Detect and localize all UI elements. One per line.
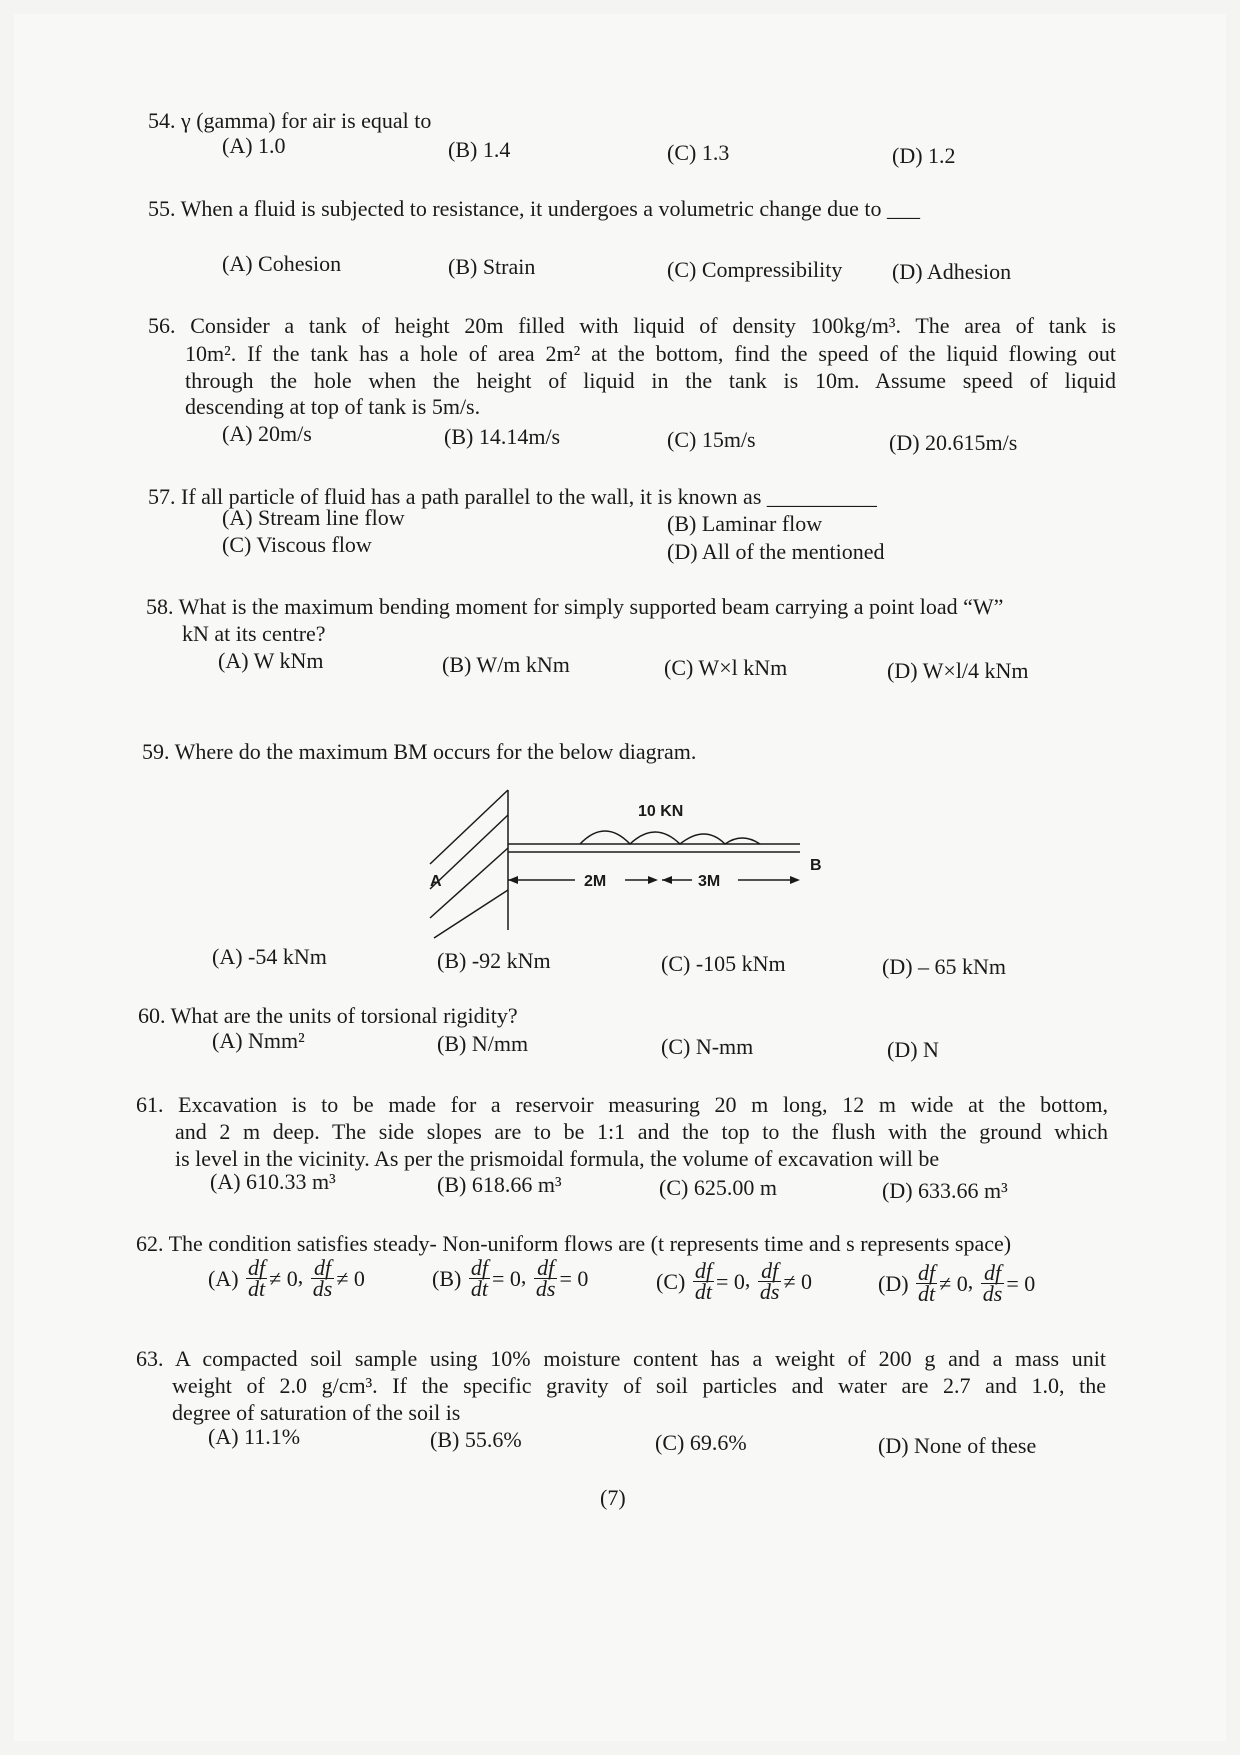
q59-option-b[interactable]: (B) -92 kNm	[437, 948, 551, 973]
q62-option-c-label: (C)	[656, 1268, 686, 1294]
question-56-line-4: descending at top of tank is 5m/s.	[185, 394, 481, 419]
span-label-3m: 3M	[698, 873, 721, 890]
question-56-line-1: 56. Consider a tank of height 20m filled with liquid of density 100kg/m³. The area of tank is	[148, 313, 1116, 338]
page-number: (7)	[600, 1485, 626, 1510]
hatch-line	[430, 848, 508, 918]
q56-option-d[interactable]: (D) 20.615m/s	[889, 430, 1018, 455]
hatch-line	[434, 890, 508, 938]
q58-option-d[interactable]: (D) W×l/4 kNm	[887, 658, 1029, 683]
question-61-line-3: is level in the vicinity. As per the prismoidal formula, the volume of excavation will be	[175, 1146, 940, 1171]
q56-option-a[interactable]: (A) 20m/s	[222, 421, 312, 446]
question-63-line-3: degree of saturation of the soil is	[172, 1400, 461, 1425]
question-58-line-2: kN at its centre?	[182, 621, 326, 646]
q63-option-a[interactable]: (A) 11.1%	[208, 1424, 301, 1449]
q62-option-b-label: (B)	[432, 1265, 462, 1291]
q62-option-b[interactable]: (B) $\frac{df}{dt}$ = 0, $\frac{df}{ds}$ = 0	[432, 1255, 589, 1301]
question-60-stem: 60. What are the units of torsional rigidity?	[138, 1003, 518, 1028]
q56-option-b[interactable]: (B) 14.14m/s	[444, 424, 561, 449]
fraction: $\frac{df}{ds}$	[759, 1258, 780, 1304]
arrow-left-icon	[662, 876, 672, 884]
q60-option-c[interactable]: (C) N-mm	[661, 1034, 754, 1059]
arrow-right-icon	[790, 876, 800, 884]
question-54-stem: 54. γ (gamma) for air is equal to	[148, 108, 432, 133]
q54-option-c[interactable]: (C) 1.3	[667, 140, 730, 165]
question-63-line-2: weight of 2.0 g/cm³. If the specific gravity of soil particles and water are 2.7 and 1.0, the	[172, 1373, 1106, 1398]
question-56-line-3: through the hole when the height of liquid in the tank is 10m. Assume speed of liquid	[185, 368, 1116, 393]
q58-option-c[interactable]: (C) W×l kNm	[664, 655, 788, 680]
q56-option-c[interactable]: (C) 15m/s	[667, 427, 756, 452]
q62-option-d-label: (D)	[878, 1270, 909, 1296]
load-label: 10 KN	[638, 803, 684, 820]
q63-option-b[interactable]: (B) 55.6%	[430, 1427, 522, 1452]
fraction: $\frac{df}{dt}$	[470, 1255, 488, 1301]
q62-option-a-label: (A)	[208, 1265, 239, 1291]
q62-option-a[interactable]: (A) $\frac{df}{dt}$ ≠ 0, $\frac{df}{ds}$ ≠ 0	[208, 1255, 365, 1301]
q59-option-c[interactable]: (C) -105 kNm	[661, 951, 786, 976]
q57-option-c[interactable]: (C) Viscous flow	[222, 532, 372, 557]
fraction: $\frac{df}{dt}$	[694, 1258, 712, 1304]
q61-option-a[interactable]: (A) 610.33 m³	[210, 1169, 336, 1194]
question-56-line-2: 10m². If the tank has a hole of area 2m² at the bottom, find the speed of the liquid flowing out	[185, 341, 1116, 366]
fraction: $\frac{df}{ds}$	[312, 1255, 333, 1301]
q57-option-b[interactable]: (B) Laminar flow	[667, 511, 823, 536]
question-55-stem: 55. When a fluid is subjected to resistance, it undergoes a volumetric change due to ___	[148, 196, 921, 221]
q60-option-d[interactable]: (D) N	[887, 1037, 939, 1062]
question-58-line-1: 58. What is the maximum bending moment for simply supported beam carrying a point load “W”	[146, 594, 1004, 619]
q54-option-a[interactable]: (A) 1.0	[222, 133, 286, 158]
q61-option-b[interactable]: (B) 618.66 m³	[437, 1172, 562, 1197]
q61-option-d[interactable]: (D) 633.66 m³	[882, 1178, 1008, 1203]
question-62-stem: 62. The condition satisfies steady- Non-uniform flows are (t represents time and s represents space)	[136, 1231, 1012, 1256]
fraction: $\frac{df}{ds}$	[535, 1255, 556, 1301]
q59-option-a[interactable]: (A) -54 kNm	[212, 944, 327, 969]
q55-option-c[interactable]: (C) Compressibility	[667, 257, 843, 282]
q58-option-b[interactable]: (B) W/m kNm	[442, 652, 570, 677]
q60-option-b[interactable]: (B) N/mm	[437, 1031, 529, 1056]
q60-option-a[interactable]: (A) Nmm²	[212, 1028, 305, 1053]
fraction: $\frac{df}{dt}$	[918, 1260, 936, 1306]
q57-option-d[interactable]: (D) All of the mentioned	[667, 539, 885, 564]
q63-option-c[interactable]: (C) 69.6%	[655, 1430, 747, 1455]
question-59-stem: 59. Where do the maximum BM occurs for the below diagram.	[142, 739, 697, 764]
end-label-a: A	[430, 873, 442, 890]
distributed-load-curve	[580, 831, 760, 844]
q62-option-c[interactable]: (C) $\frac{df}{dt}$ = 0, $\frac{df}{ds}$ ≠ 0	[656, 1258, 813, 1304]
span-label-2m: 2M	[584, 873, 607, 890]
q62-option-d[interactable]: (D) $\frac{df}{dt}$ ≠ 0, $\frac{df}{ds}$ = 0	[878, 1260, 1036, 1306]
arrow-left-icon	[508, 876, 518, 884]
q54-option-d[interactable]: (D) 1.2	[892, 143, 956, 168]
question-57-stem: 57. If all particle of fluid has a path parallel to the wall, it is known as __________	[148, 484, 877, 509]
end-label-b: B	[810, 857, 822, 874]
question-63-line-1: 63. A compacted soil sample using 10% moisture content has a weight of 200 g and a mass unit	[136, 1346, 1106, 1371]
question-61-line-2: and 2 m deep. The side slopes are to be 1:1 and the top to the flush with the ground which	[175, 1119, 1108, 1144]
arrow-right-icon	[648, 876, 658, 884]
q63-option-d[interactable]: (D) None of these	[878, 1433, 1037, 1458]
q61-option-c[interactable]: (C) 625.00 m	[659, 1175, 777, 1200]
question-61-line-1: 61. Excavation is to be made for a reservoir measuring 20 m long, 12 m wide at the bottom,	[136, 1092, 1108, 1117]
q55-option-b[interactable]: (B) Strain	[448, 254, 536, 279]
q54-option-b[interactable]: (B) 1.4	[448, 137, 511, 162]
q55-option-d[interactable]: (D) Adhesion	[892, 259, 1012, 284]
q59-option-d[interactable]: (D) – 65 kNm	[882, 954, 1007, 979]
q57-option-a[interactable]: (A) Stream line flow	[222, 505, 405, 530]
fraction: $\frac{df}{dt}$	[248, 1255, 266, 1301]
fraction: $\frac{df}{ds}$	[982, 1260, 1003, 1306]
cantilever-diagram	[420, 780, 840, 940]
q55-option-a[interactable]: (A) Cohesion	[222, 251, 342, 276]
q58-option-a[interactable]: (A) W kNm	[218, 648, 324, 673]
